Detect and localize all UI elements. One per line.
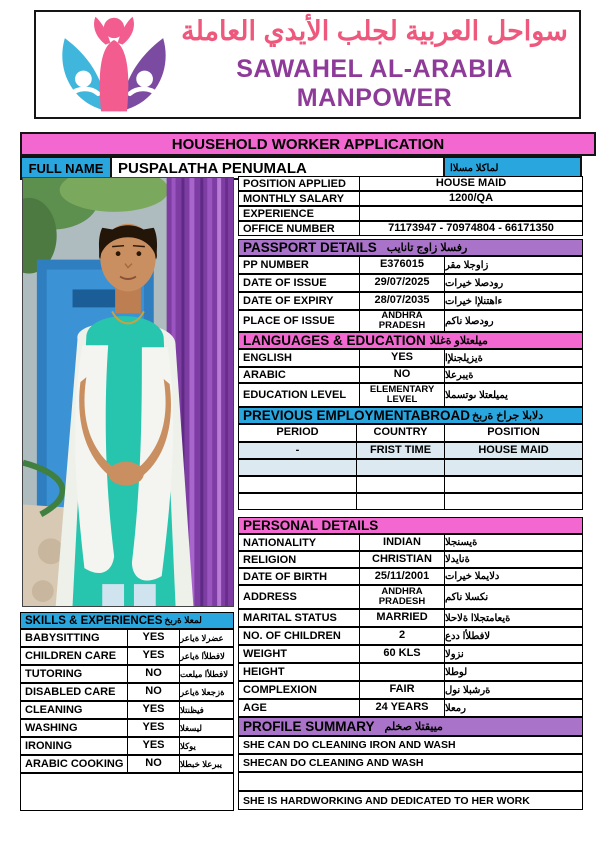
employment-position-1: HOUSE MAID xyxy=(444,443,582,458)
date-of-expiry-label-arabic: ءاهتنلإا خيرات xyxy=(444,293,582,309)
table-row-children-care xyxy=(20,647,234,665)
table-row-nationality xyxy=(238,534,583,551)
cleaning-value: YES xyxy=(127,702,179,718)
skills-experiences-title-arabic: لمعلا ةربخ xyxy=(164,615,202,625)
religion-label: RELIGION xyxy=(243,553,297,566)
weight-value: 60 KLS xyxy=(359,646,444,662)
table-row-education-level xyxy=(238,383,583,407)
marital-status-label-arabic: ةيعامتجلاا ةلاحلا xyxy=(444,610,582,626)
age-label-arabic: رمعلا xyxy=(444,700,582,716)
table-row-babysitting xyxy=(20,629,234,647)
table-row-disabled-care xyxy=(20,683,234,701)
age-label: AGE xyxy=(243,702,267,714)
previous-employment-title-arabic: دلابلا جراخ ةربخ xyxy=(472,410,544,422)
employment-columns-row xyxy=(238,424,583,442)
address-label-arabic: نكسلا ناكم xyxy=(444,586,582,608)
previous-employment-header xyxy=(238,407,583,424)
cleaning-label-arabic: فيظنتلا xyxy=(179,702,233,718)
date-of-expiry-label: DATE OF EXPIRY xyxy=(243,295,334,307)
table-row-age xyxy=(238,699,583,717)
profile-summary-title: PROFILE SUMMARY xyxy=(243,719,375,734)
monthly-salary-value: 1200/QA xyxy=(359,192,582,205)
position-column-header: POSITION xyxy=(444,425,582,441)
employment-period-2 xyxy=(239,460,356,475)
full-name-label: FULL NAME xyxy=(20,156,112,180)
ironing-label: IRONING xyxy=(25,740,73,752)
full-name-label-arabic: لماكلا مسلاا xyxy=(445,156,582,180)
profile-summary-line-1: SHE CAN DO CLEANING IRON AND WASH xyxy=(238,736,583,754)
arabic-cooking-label-arabic: يبرعلا خبطلا xyxy=(179,756,233,772)
table-row-complexion xyxy=(238,681,583,699)
section-gap xyxy=(238,510,583,517)
height-label: HEIGHT xyxy=(243,666,285,678)
employment-row-1 xyxy=(238,442,583,459)
place-of-issue-label-arabic: رودصلا ناكم xyxy=(444,311,582,331)
date-of-expiry-value: 28/07/2035 xyxy=(359,293,444,309)
languages-education-title: LANGUAGES & EDUCATION xyxy=(243,333,426,348)
worker-photo-illustration xyxy=(23,178,233,606)
profile-summary-title-arabic: مييقتلا صخلم xyxy=(384,721,443,733)
table-row-pp-number xyxy=(238,256,583,274)
english-label: ENGLISH xyxy=(243,352,292,364)
arabic-label-arabic: ةيبرعلا xyxy=(444,368,582,382)
employment-country-4 xyxy=(356,494,444,509)
ironing-label-arabic: يوكلا xyxy=(179,738,233,754)
skills-empty-cell xyxy=(20,773,234,811)
height-value xyxy=(359,664,444,680)
education-level-label-arabic: يميلعتلا ىوتسملا xyxy=(444,384,582,406)
disabled-care-value: NO xyxy=(127,684,179,700)
english-label-arabic: ةيزيلجنلإا xyxy=(444,350,582,366)
table-row-monthly-salary xyxy=(238,191,583,206)
personal-details-title: PERSONAL DETAILS xyxy=(243,518,379,533)
office-number-label: OFFICE NUMBER xyxy=(243,222,335,235)
tutoring-label: TUTORING xyxy=(25,668,83,680)
table-row-cleaning xyxy=(20,701,234,719)
cleaning-label: CLEANING xyxy=(25,704,83,716)
position-applied-value: HOUSE MAID xyxy=(359,177,582,190)
date-of-birth-label: DATE OF BIRTH xyxy=(243,570,328,583)
no-of-children-value: 2 xyxy=(359,628,444,644)
employment-country-2 xyxy=(356,460,444,475)
table-row-washing xyxy=(20,719,234,737)
pp-number-value: E376015 xyxy=(359,257,444,273)
position-applied-label: POSITION APPLIED xyxy=(243,177,346,190)
arabic-label: ARABIC xyxy=(243,369,286,381)
agency-header xyxy=(34,10,581,119)
ironing-value: YES xyxy=(127,738,179,754)
table-row-office-number xyxy=(238,221,583,236)
table-row-position-applied xyxy=(238,176,583,191)
date-of-issue-label: DATE OF ISSUE xyxy=(243,277,327,289)
english-value: YES xyxy=(359,350,444,366)
application-details-column xyxy=(238,176,583,810)
monthly-salary-label: MONTHLY SALARY xyxy=(243,192,345,205)
pp-number-label: PP NUMBER xyxy=(243,259,309,271)
children-care-value: YES xyxy=(127,648,179,664)
place-of-issue-value: ANDHRA PRADESH xyxy=(359,311,444,331)
children-care-label: CHILDREN CARE xyxy=(25,650,117,662)
no-of-children-label-arabic: لافطلأا ددع xyxy=(444,628,582,644)
children-care-label-arabic: لافطلأا ةياعر xyxy=(179,648,233,664)
languages-education-title-arabic: ميلعتلاو ةغللا xyxy=(429,335,488,347)
employment-country-1: FRIST TIME xyxy=(356,443,444,458)
personal-details-header xyxy=(238,517,583,534)
date-of-issue-label-arabic: رودصلا خيرات xyxy=(444,275,582,291)
disabled-care-label-arabic: ةزجعلا ةياعر xyxy=(179,684,233,700)
skills-experiences-header xyxy=(20,612,234,629)
table-row-weight xyxy=(238,645,583,663)
date-of-birth-label-arabic: دلايملا خيرات xyxy=(444,569,582,584)
address-value: ANDHRA PRADESH xyxy=(359,586,444,608)
employment-position-4 xyxy=(444,494,582,509)
table-row-arabic-cooking xyxy=(20,755,234,773)
table-row-date-of-birth xyxy=(238,568,583,585)
washing-label: WASHING xyxy=(25,722,78,734)
agency-title-arabic: سواحل العربية لجلب الأيدي العاملة xyxy=(181,15,568,46)
employment-period-4 xyxy=(239,494,356,509)
disabled-care-label: DISABLED CARE xyxy=(25,686,116,698)
table-row-marital-status xyxy=(238,609,583,627)
employment-row-3 xyxy=(238,476,583,493)
table-row-english xyxy=(238,349,583,367)
worker-photo xyxy=(22,177,234,607)
employment-position-2 xyxy=(444,460,582,475)
passport-details-title: PASSPORT DETAILS xyxy=(243,240,377,255)
date-of-birth-value: 25/11/2001 xyxy=(359,569,444,584)
employment-position-3 xyxy=(444,477,582,492)
skills-column xyxy=(20,612,234,811)
age-value: 24 YEARS xyxy=(359,700,444,716)
pp-number-label-arabic: زاوجلا مقر xyxy=(444,257,582,273)
washing-label-arabic: ليسغلا xyxy=(179,720,233,736)
tutoring-value: NO xyxy=(127,666,179,682)
table-row-date-of-expiry xyxy=(238,292,583,310)
washing-value: YES xyxy=(127,720,179,736)
babysitting-label-arabic: عضرلا ةياعر xyxy=(179,630,233,646)
table-row-ironing xyxy=(20,737,234,755)
arabic-cooking-label: ARABIC COOKING xyxy=(25,758,124,770)
skills-experiences-title: SKILLS & EXPERIENCES xyxy=(25,614,163,627)
nationality-value: INDIAN xyxy=(359,535,444,550)
complexion-value: FAIR xyxy=(359,682,444,698)
babysitting-label: BABYSITTING xyxy=(25,632,100,644)
address-label: ADDRESS xyxy=(243,591,297,603)
no-of-children-label: NO. OF CHILDREN xyxy=(243,630,341,642)
experience-label: EXPERIENCE xyxy=(243,207,314,220)
nationality-label: NATIONALITY xyxy=(243,536,317,549)
arabic-cooking-value: NO xyxy=(127,756,179,772)
employment-row-4 xyxy=(238,493,583,510)
employment-row-2 xyxy=(238,459,583,476)
date-of-issue-value: 29/07/2025 xyxy=(359,275,444,291)
marital-status-label: MARITAL STATUS xyxy=(243,612,337,624)
table-row-religion xyxy=(238,551,583,568)
employment-country-3 xyxy=(356,477,444,492)
profile-summary-line-2: SHECAN DO CLEANING AND WASH xyxy=(238,754,583,772)
table-row-place-of-issue xyxy=(238,310,583,332)
babysitting-value: YES xyxy=(127,630,179,646)
country-column-header: COUNTRY xyxy=(356,425,444,441)
profile-summary-line-4: SHE IS HARDWORKING AND DEDICATED TO HER WORK xyxy=(238,791,583,810)
complexion-label: COMPLEXION xyxy=(243,684,317,696)
education-level-value: ELEMENTARY LEVEL xyxy=(359,384,444,406)
full-name-value: PUSPALATHA PENUMALA xyxy=(112,156,445,180)
languages-education-header xyxy=(238,332,583,349)
weight-label-arabic: نزولا xyxy=(444,646,582,662)
profile-summary-line-3 xyxy=(238,772,583,791)
table-row-tutoring xyxy=(20,665,234,683)
marital-status-value: MARRIED xyxy=(359,610,444,626)
passport-details-header xyxy=(238,239,583,256)
period-column-header: PERIOD xyxy=(276,426,319,439)
table-row-experience xyxy=(238,206,583,221)
arabic-value: NO xyxy=(359,368,444,382)
previous-employment-title: PREVIOUS EMPLOYMENTABROAD xyxy=(243,408,471,423)
table-row-address xyxy=(238,585,583,609)
table-row-date-of-issue xyxy=(238,274,583,292)
office-number-value: 71173947 - 70974804 - 66171350 xyxy=(359,222,582,235)
passport-details-title-arabic: رفسلا زاوج تانايب xyxy=(386,242,468,254)
height-label-arabic: لوطلا xyxy=(444,664,582,680)
agency-title-english: SAWAHEL AL-ARABIA MANPOWER xyxy=(236,55,513,113)
place-of-issue-label: PLACE OF ISSUE xyxy=(243,315,335,327)
employment-period-3 xyxy=(239,477,356,492)
education-level-label: EDUCATION LEVEL xyxy=(243,389,347,401)
agency-family-logo-icon xyxy=(50,14,178,116)
complexion-label-arabic: ةرشبلا نول xyxy=(444,682,582,698)
profile-summary-header xyxy=(238,717,583,736)
weight-label: WEIGHT xyxy=(243,648,287,660)
agency-titles xyxy=(178,16,579,113)
table-row-height xyxy=(238,663,583,681)
nationality-label-arabic: ةيسنجلا xyxy=(444,535,582,550)
religion-label-arabic: ةنايدلا xyxy=(444,552,582,567)
table-row-arabic xyxy=(238,367,583,383)
tutoring-label-arabic: لافطلأا ميلعت xyxy=(179,666,233,682)
form-title: HOUSEHOLD WORKER APPLICATION xyxy=(20,132,596,156)
religion-value: CHRISTIAN xyxy=(359,552,444,567)
table-row-no-of-children xyxy=(238,627,583,645)
experience-value xyxy=(359,207,582,220)
employment-period-1: - xyxy=(239,443,356,458)
